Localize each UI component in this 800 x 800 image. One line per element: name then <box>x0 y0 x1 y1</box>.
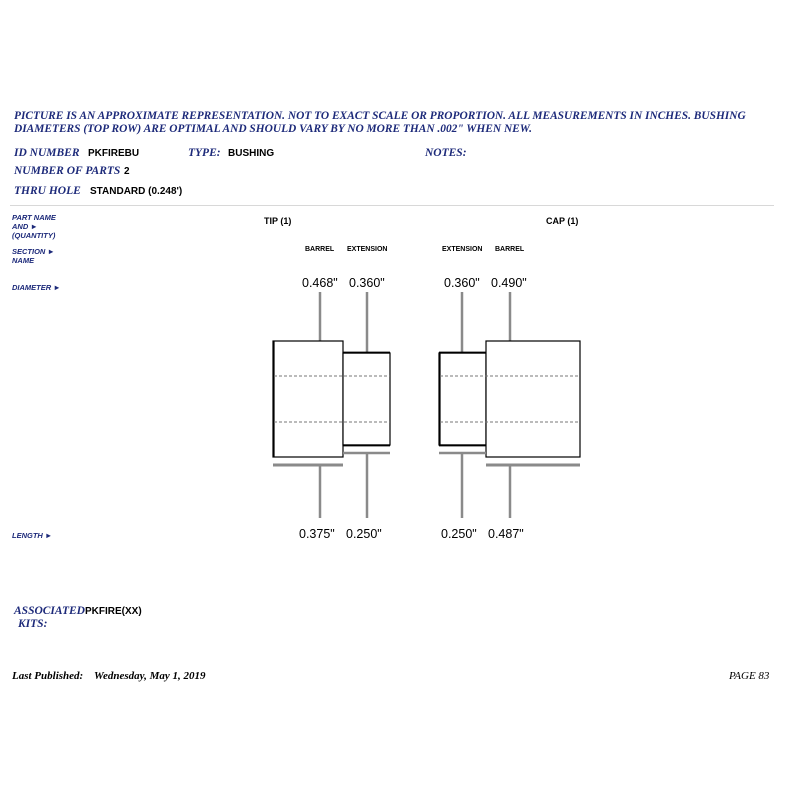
type-value: BUSHING <box>228 148 275 159</box>
section-name-tip-barrel: BARREL <box>305 246 335 253</box>
length-row-label: LENGTH ► <box>12 531 53 540</box>
section-name-cap-barrel: BARREL <box>495 246 525 253</box>
part-name-cap: CAP (1) <box>546 216 579 226</box>
part-name-tip: TIP (1) <box>264 216 292 226</box>
section-name-cap-extension: EXTENSION <box>442 246 483 253</box>
diameter-tip-barrel: 0.468" <box>302 276 338 290</box>
diameter-row-label: DIAMETER ► <box>12 283 61 292</box>
associated-kits-label-line2: KITS: <box>18 618 48 630</box>
thru-hole-value: STANDARD (0.248') <box>90 186 183 197</box>
cap-extension-shape <box>439 353 486 445</box>
thru-hole-label: THRU HOLE <box>14 185 81 197</box>
id-number-label: ID NUMBER <box>14 147 80 159</box>
section-name-tip-extension: EXTENSION <box>347 246 388 253</box>
length-cap-extension: 0.250" <box>441 527 477 541</box>
section-name-row-label: SECTION ► NAME <box>12 247 55 265</box>
diameter-cap-barrel: 0.490" <box>491 276 527 290</box>
associated-kits-label-line1: ASSOCIATED <box>14 605 85 617</box>
last-published-date: Wednesday, May 1, 2019 <box>94 670 206 682</box>
associated-kits-value: PKFIRE(XX) <box>85 606 142 617</box>
disclaimer-text: PICTURE IS AN APPROXIMATE REPRESENTATION. NOT TO EXACT SCALE OR PROPORTION. ALL MEASUREMENTS IN INCHES. BUSHING DIAMETERS (TOP ROW) ARE OPTIMAL AND SHOULD VARY BY NO MORE THAN .002" WHEN NEW. <box>14 110 746 135</box>
tip-extension-shape <box>343 353 390 445</box>
part-name-row-label: PART NAME AND ► (QUANTITY) <box>12 213 56 240</box>
page-number: PAGE 83 <box>729 670 770 682</box>
id-number-value: PKFIREBU <box>88 148 140 159</box>
diameter-cap-extension: 0.360" <box>444 276 480 290</box>
type-label: TYPE: <box>188 147 221 159</box>
tip-part-drawing <box>273 292 390 518</box>
number-of-parts-label: NUMBER OF PARTS <box>14 165 121 177</box>
notes-label: NOTES: <box>425 147 467 159</box>
number-of-parts-value: 2 <box>124 166 130 177</box>
length-cap-barrel: 0.487" <box>488 527 524 541</box>
tip-barrel-shape <box>273 341 343 457</box>
length-tip-extension: 0.250" <box>346 527 382 541</box>
cap-barrel-shape <box>486 341 580 457</box>
cap-part-drawing <box>439 292 580 518</box>
diameter-tip-extension: 0.360" <box>349 276 385 290</box>
length-tip-barrel: 0.375" <box>299 527 335 541</box>
last-published-label: Last Published: <box>12 670 84 682</box>
